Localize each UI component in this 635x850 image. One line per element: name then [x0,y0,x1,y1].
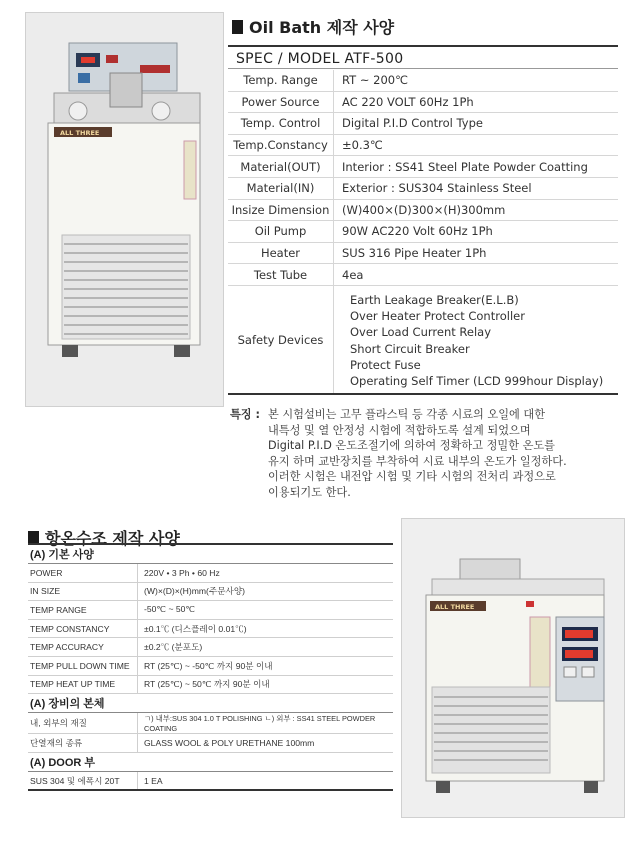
spec-key: Insize Dimension [228,199,334,221]
spec-key: Power Source [228,91,334,113]
spec-value: RT ~ 200℃ [334,70,619,91]
spec-value: GLASS WOOL & POLY URETHANE 100mm [138,734,394,753]
feature-line: Digital P.I.D 온도조절기에 의하여 정확하고 정밀한 온도를 [268,439,555,452]
feature-label: 특징 : [230,408,260,421]
safety-item: Earth Leakage Breaker(E.L.B) [350,292,519,307]
safety-item: Protect Fuse [350,357,421,372]
spec-key: Test Tube [228,264,334,286]
spec-key: TEMP CONSTANCY [28,619,138,638]
spec-key: Temp. Control [228,113,334,135]
spec-row [28,638,393,657]
spec-row [228,70,618,91]
oil-bath-title-text: Oil Bath 제작 사양 [249,18,395,37]
spec-row [228,113,618,135]
spec-value: (W)×(D)×(H)mm(주문사양) [138,582,394,601]
spec-row [228,134,618,156]
spec-row [228,177,618,199]
spec-key: Temp.Constancy [228,134,334,156]
bath-spec-table [28,543,393,791]
spec-key: Material(OUT) [228,156,334,178]
brand-label-1: ALL THREE [60,129,100,137]
oil-bath-title [232,15,394,38]
spec-row [228,91,618,113]
spec-row [28,713,393,734]
feature-description [230,407,625,500]
spec-value: ㄱ) 내부:SUS 304 1.0 T POLISHING ㄴ) 외부 : SS41 STEEL POWDER COATING [138,713,394,734]
spec-row [28,601,393,620]
spec-key: TEMP PULL DOWN TIME [28,656,138,675]
safety-item: Short Circuit Breaker [350,341,470,356]
spec-key: POWER [28,564,138,583]
spec-value: AC 220 VOLT 60Hz 1Ph [334,91,619,113]
spec-row [228,264,618,286]
spec-value: RT (25℃) ~ 50℃ 까지 90분 이내 [138,675,394,694]
spec-key: TEMP HEAT UP TIME [28,675,138,694]
spec-row [28,656,393,675]
spec-value: ±0.1℃ (디스플레이 0.01℃) [138,619,394,638]
bullet-square-icon [232,20,243,34]
spec-value: 1 EA [138,771,394,790]
spec-key: 단열재의 종류 [28,734,138,753]
spec-value: 220V • 3 Ph • 60 Hz [138,564,394,583]
group-header [28,544,393,564]
oil-bath-photo [25,12,224,407]
oil-bath-illustration [26,13,223,406]
spec-key: Heater [228,242,334,264]
spec-key: TEMP RANGE [28,601,138,620]
group-header [28,752,393,771]
safety-row [228,285,618,394]
group-a-title: (A) 기본 사양 [28,544,393,564]
spec-row [28,582,393,601]
group-c-title: (A) DOOR 부 [28,752,393,771]
bath-photo [401,518,625,818]
spec-value: (W)400×(D)300×(H)300mm [334,199,619,221]
safety-item: Over Heater Protect Controller [350,309,525,324]
spec-value: ±0.2℃ (분포도) [138,638,394,657]
spec-value: ±0.3℃ [334,134,619,156]
spec-row [28,619,393,638]
spec-value: SUS 316 Pipe Heater 1Ph [334,242,619,264]
spec-key: TEMP ACCURACY [28,638,138,657]
spec-value: 4ea [334,264,619,286]
feature-line: 내특성 및 열 안정성 시험에 적합하도록 설계 되었으며 [268,423,531,437]
safety-item: Operating Self Timer (LCD 999hour Display) [350,373,604,388]
spec-key: IN SIZE [28,582,138,601]
spec-key: Oil Pump [228,221,334,243]
oil-bath-spec-table [228,70,618,395]
safety-devices-list [334,285,619,394]
feature-line: 이용되기도 한다. [268,485,351,499]
feature-line: 이러한 시험은 내전압 시험 및 기타 시험의 전처리 과정으로 [268,470,556,483]
spec-row [28,675,393,694]
safety-devices-label: Safety Devices [228,285,334,394]
spec-value: Interior : SS41 Steel Plate Powder Coatting [334,156,619,178]
spec-value: -50℃ ~ 50℃ [138,601,394,620]
bath-illustration [402,519,624,817]
spec-value: Exterior : SUS304 Stainless Steel [334,177,619,199]
spec-row [228,199,618,221]
spec-row [228,242,618,264]
spec-key: SUS 304 및 에폭시 20T [28,771,138,790]
feature-line: 본 시험설비는 고무 플라스틱 등 각종 시료의 오일에 대한 [268,408,546,421]
group-b-title: (A) 장비의 본체 [28,694,393,713]
group-header [28,694,393,713]
safety-item: Over Load Current Relay [350,325,492,340]
spec-row [228,221,618,243]
spec-key: Temp. Range [228,70,334,91]
spec-row [28,771,393,790]
brand-label-2: ALL THREE [435,603,475,611]
spec-key: Material(IN) [228,177,334,199]
spec-model-header: SPEC / MODEL ATF-500 [228,45,618,69]
spec-row [28,734,393,753]
spec-value: 90W AC220 Volt 60Hz 1Ph [334,221,619,243]
spec-key: 내, 외부의 재질 [28,713,138,734]
bath-title-text: 항온수조 제작 사양 [45,529,180,548]
spec-value: Digital P.I.D Control Type [334,113,619,135]
spec-row [228,156,618,178]
spec-value: RT (25℃) ~ -50℃ 까지 90분 이내 [138,656,394,675]
feature-line: 유지 하며 교반장치를 부착하여 시료 내부의 온도가 일정하다. [268,454,567,468]
spec-row [28,564,393,583]
